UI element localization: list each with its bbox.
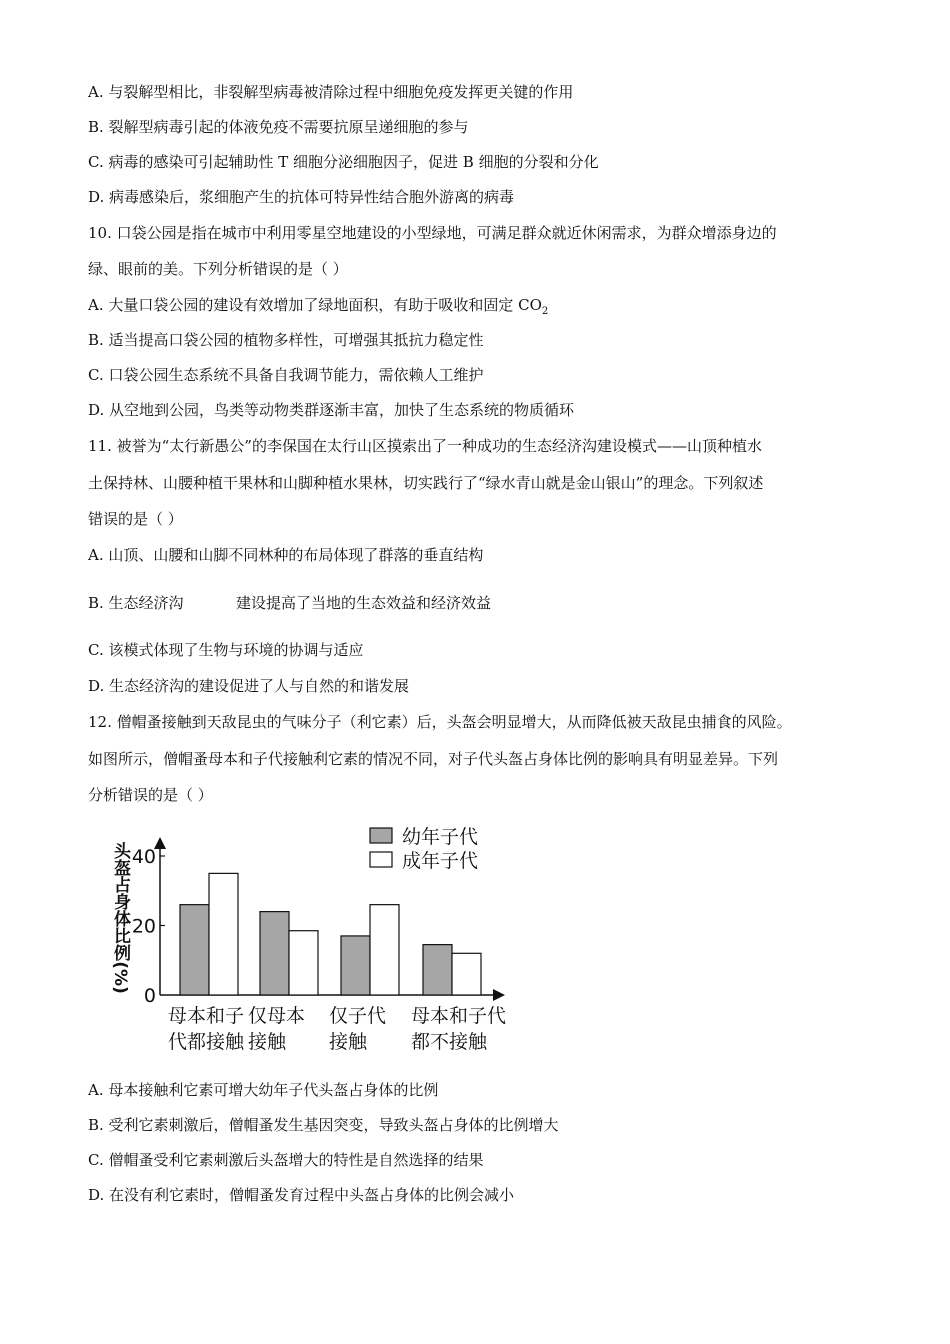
category-label: 代都接触 xyxy=(168,1031,245,1053)
q10-option-b: B. 适当提高口袋公园的植物多样性，可增强其抵抗力稳定性 xyxy=(88,331,484,349)
category-label: 母本和子代 xyxy=(411,1005,507,1027)
y-axis-label: 头盔占身体比例(%) xyxy=(110,842,130,994)
q12-option-b: B. 受利它素刺激后，僧帽蚤发生基因突变，导致头盔占身体的比例增大 xyxy=(88,1116,559,1134)
category-label: 母本和子 xyxy=(168,1005,245,1027)
q9-option-d: D. 病毒感染后，浆细胞产生的抗体可特异性结合胞外游离的病毒 xyxy=(88,188,515,206)
q9-option-a: A. 与裂解型相比，非裂解型病毒被清除过程中细胞免疫发挥更关键的作用 xyxy=(88,83,574,101)
y-tick-label: 0 xyxy=(143,985,156,1007)
q9-option-c: C. 病毒的感染可引起辅助性 T 细胞分泌细胞因子，促进 B 细胞的分裂和分化 xyxy=(88,153,599,171)
bar xyxy=(260,912,289,995)
helmet-ratio-bar-chart xyxy=(100,818,540,1058)
category-label: 仅子代 xyxy=(329,1005,387,1027)
q11-option-d: D. 生态经济沟的建设促进了人与自然的和谐发展 xyxy=(88,677,410,695)
q11-option-c: C. 该模式体现了生物与环境的协调与适应 xyxy=(88,641,364,659)
q12-stem-line2: 如图所示，僧帽蚤母本和子代接触利它素的情况不同，对子代头盔占身体比例的影响具有明显差异。下列 xyxy=(88,750,779,768)
y-tick-label: 40 xyxy=(131,846,156,868)
q11-stem-line3: 错误的是（ ） xyxy=(88,510,183,528)
q10-option-a-text: A. 大量口袋公园的建设有效增加了绿地面积，有助于吸收和固定 CO xyxy=(88,296,542,314)
q12-stem-line3: 分析错误的是（ ） xyxy=(88,786,213,804)
q10-option-c: C. 口袋公园生态系统不具备自我调节能力，需依赖人工维护 xyxy=(88,366,484,384)
q11-stem-line2: 土保持林、山腰种植干果林和山脚种植水果林，切实践行了“绿水青山就是金山银山”的理念。下列叙述 xyxy=(88,474,764,492)
q11-option-b-left: B. 生态经济沟 xyxy=(88,594,184,612)
bar xyxy=(370,905,399,995)
bar xyxy=(209,873,238,995)
q10-option-d: D. 从空地到公园，鸟类等动物类群逐渐丰富，加快了生态系统的物质循环 xyxy=(88,401,575,419)
category-label: 都不接触 xyxy=(411,1031,488,1053)
category-label: 接触 xyxy=(329,1031,368,1053)
bar xyxy=(452,953,481,995)
q10-stem-line2: 绿、眼前的美。下列分析错误的是（ ） xyxy=(88,260,348,278)
legend-label: 幼年子代 xyxy=(402,826,479,848)
legend-swatch xyxy=(370,828,392,843)
bar xyxy=(341,936,370,995)
legend-swatch xyxy=(370,852,392,867)
bar xyxy=(180,905,209,995)
q11-option-b-right: 建设提高了当地的生态效益和经济效益 xyxy=(236,594,492,612)
q10-option-a xyxy=(88,295,548,322)
q12-option-a: A. 母本接触利它素可增大幼年子代头盔占身体的比例 xyxy=(88,1081,439,1099)
q12-option-c: C. 僧帽蚤受利它素刺激后头盔增大的特性是自然选择的结果 xyxy=(88,1151,484,1169)
q12-stem-line1: 12. 僧帽蚤接触到天敌昆虫的气味分子（利它素）后，头盔会明显增大，从而降低被天敌昆虫捕食的风险。 xyxy=(88,713,792,731)
bar xyxy=(289,931,318,995)
q10-option-a-subscript: 2 xyxy=(541,306,549,317)
q12-option-d: D. 在没有利它素时，僧帽蚤发育过程中头盔占身体的比例会减小 xyxy=(88,1186,515,1204)
y-tick-label: 20 xyxy=(131,915,156,938)
bar xyxy=(423,945,452,995)
q11-option-a: A. 山顶、山腰和山脚不同林种的布局体现了群落的垂直结构 xyxy=(88,546,484,564)
category-label: 接触 xyxy=(248,1031,287,1053)
legend-label: 成年子代 xyxy=(402,850,479,872)
q9-option-b: B. 裂解型病毒引起的体液免疫不需要抗原呈递细胞的参与 xyxy=(88,118,469,136)
q11-stem-line1: 11. 被誉为“太行新愚公”的李保国在太行山区摸索出了一种成功的生态经济沟建设模式——山顶种植水 xyxy=(88,437,762,455)
category-label: 仅母本 xyxy=(248,1005,306,1027)
q10-stem-line1: 10. 口袋公园是指在城市中利用零星空地建设的小型绿地，可满足群众就近休闲需求，为群众增添身边的 xyxy=(88,224,777,242)
